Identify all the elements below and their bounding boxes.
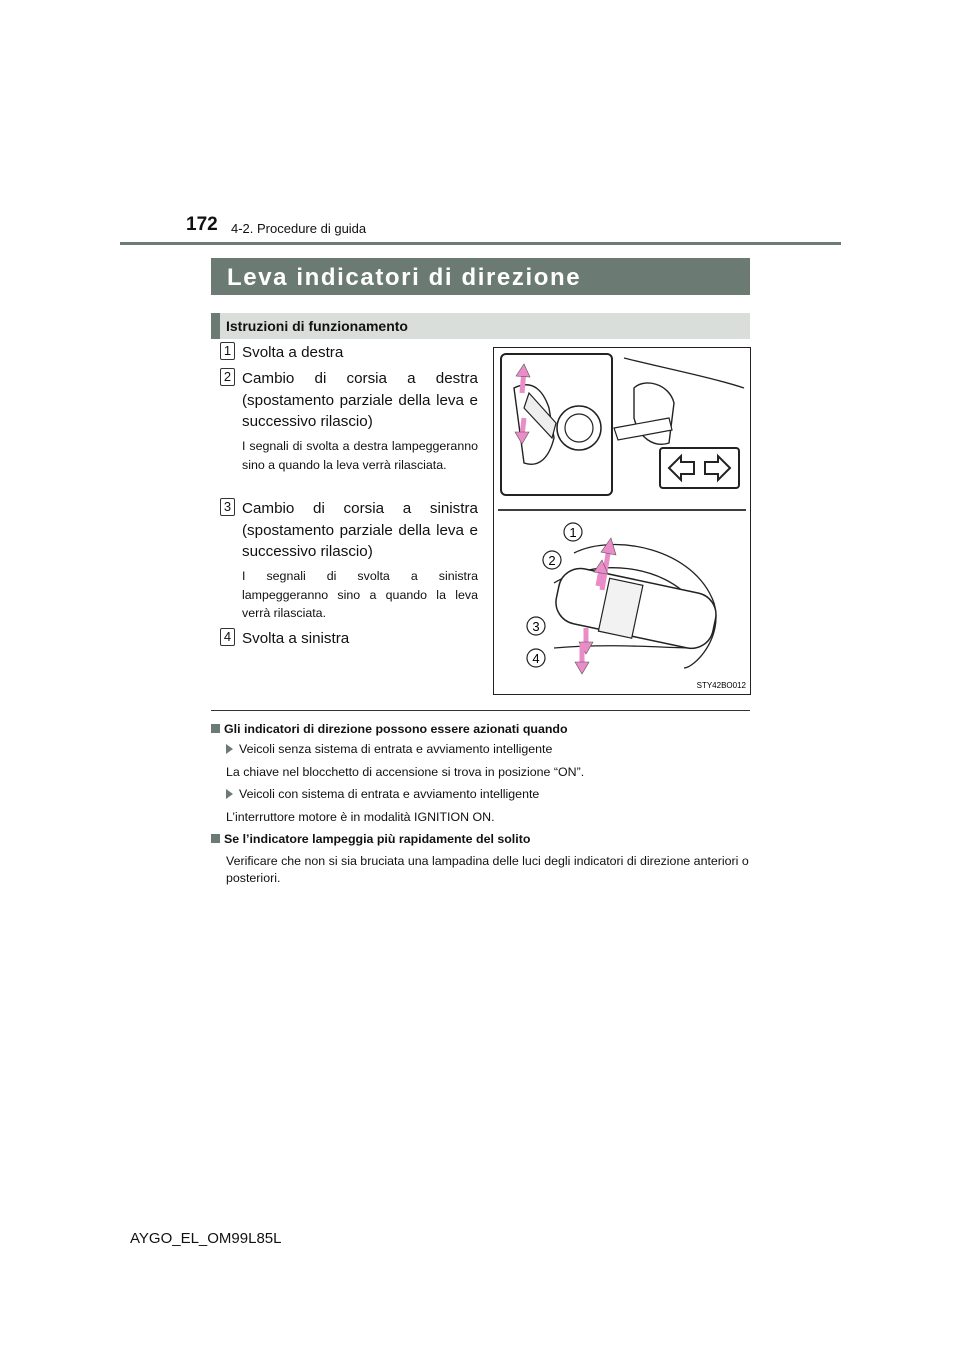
step-text-3: Cambio di corsia a sinistra (spostamento parziale della leva e successivo rilascio)	[242, 500, 478, 560]
title-banner	[211, 258, 750, 295]
step-number-1: 1	[220, 342, 235, 360]
subtitle-accent	[211, 313, 220, 339]
page-title: Leva indicatori di direzione	[227, 264, 582, 291]
page-number: 172	[186, 214, 218, 235]
callout-1: 1	[569, 525, 577, 540]
subtitle-banner	[211, 313, 750, 339]
step-text-4: Svolta a sinistra	[242, 630, 350, 647]
header-divider	[120, 242, 841, 245]
note-text-2: L’interruttore motore è in modalità IGNITION ON.	[226, 810, 495, 824]
callout-3: 3	[532, 619, 540, 634]
note-bullet-2: Veicoli con sistema di entrata e avviamento intelligente	[226, 787, 539, 801]
callout-4: 4	[532, 651, 540, 666]
section-reference: 4-2. Procedure di guida	[231, 221, 367, 236]
step-note-3: I segnali di svolta a sinistra lampeggeranno sino a quando la leva verrà rilasciata.	[242, 569, 478, 620]
triangle-bullet-icon	[226, 789, 233, 799]
triangle-bullet-icon	[226, 744, 233, 754]
step-text-2: Cambio di corsia a destra (spostamento parziale della leva e successivo rilascio)	[242, 370, 478, 430]
figure-code: STY42BO012	[696, 681, 746, 690]
note-bullet-1: Veicoli senza sistema di entrata e avviamento intelligente	[226, 742, 552, 756]
step-number-4: 4	[220, 628, 235, 646]
step-note-2: I segnali di svolta a destra lampeggeranno sino a quando la leva verrà rilasciata.	[242, 439, 478, 472]
document-code: AYGO_EL_OM99L85L	[130, 1230, 282, 1247]
square-bullet-icon	[211, 724, 220, 733]
turn-signal-lever-illustration	[493, 347, 751, 695]
note-text-3: Verificare che non si sia bruciata una lampadina delle luci degli indicatori di direzione anteriori o posteriori.	[226, 854, 749, 885]
subtitle: Istruzioni di funzionamento	[226, 318, 408, 334]
note-heading-1: Gli indicatori di direzione possono essere azionati quando	[211, 722, 568, 736]
square-bullet-icon	[211, 834, 220, 843]
step-number-3: 3	[220, 498, 235, 516]
illustration-drawing	[494, 348, 750, 694]
step-number-2: 2	[220, 368, 235, 386]
section-divider	[211, 710, 750, 711]
note-text-1: La chiave nel blocchetto di accensione si trova in posizione “ON”.	[226, 765, 585, 779]
note-heading-2: Se l’indicatore lampeggia più rapidamente del solito	[211, 832, 530, 846]
callout-2: 2	[548, 553, 556, 568]
step-text-1: Svolta a destra	[242, 344, 344, 361]
